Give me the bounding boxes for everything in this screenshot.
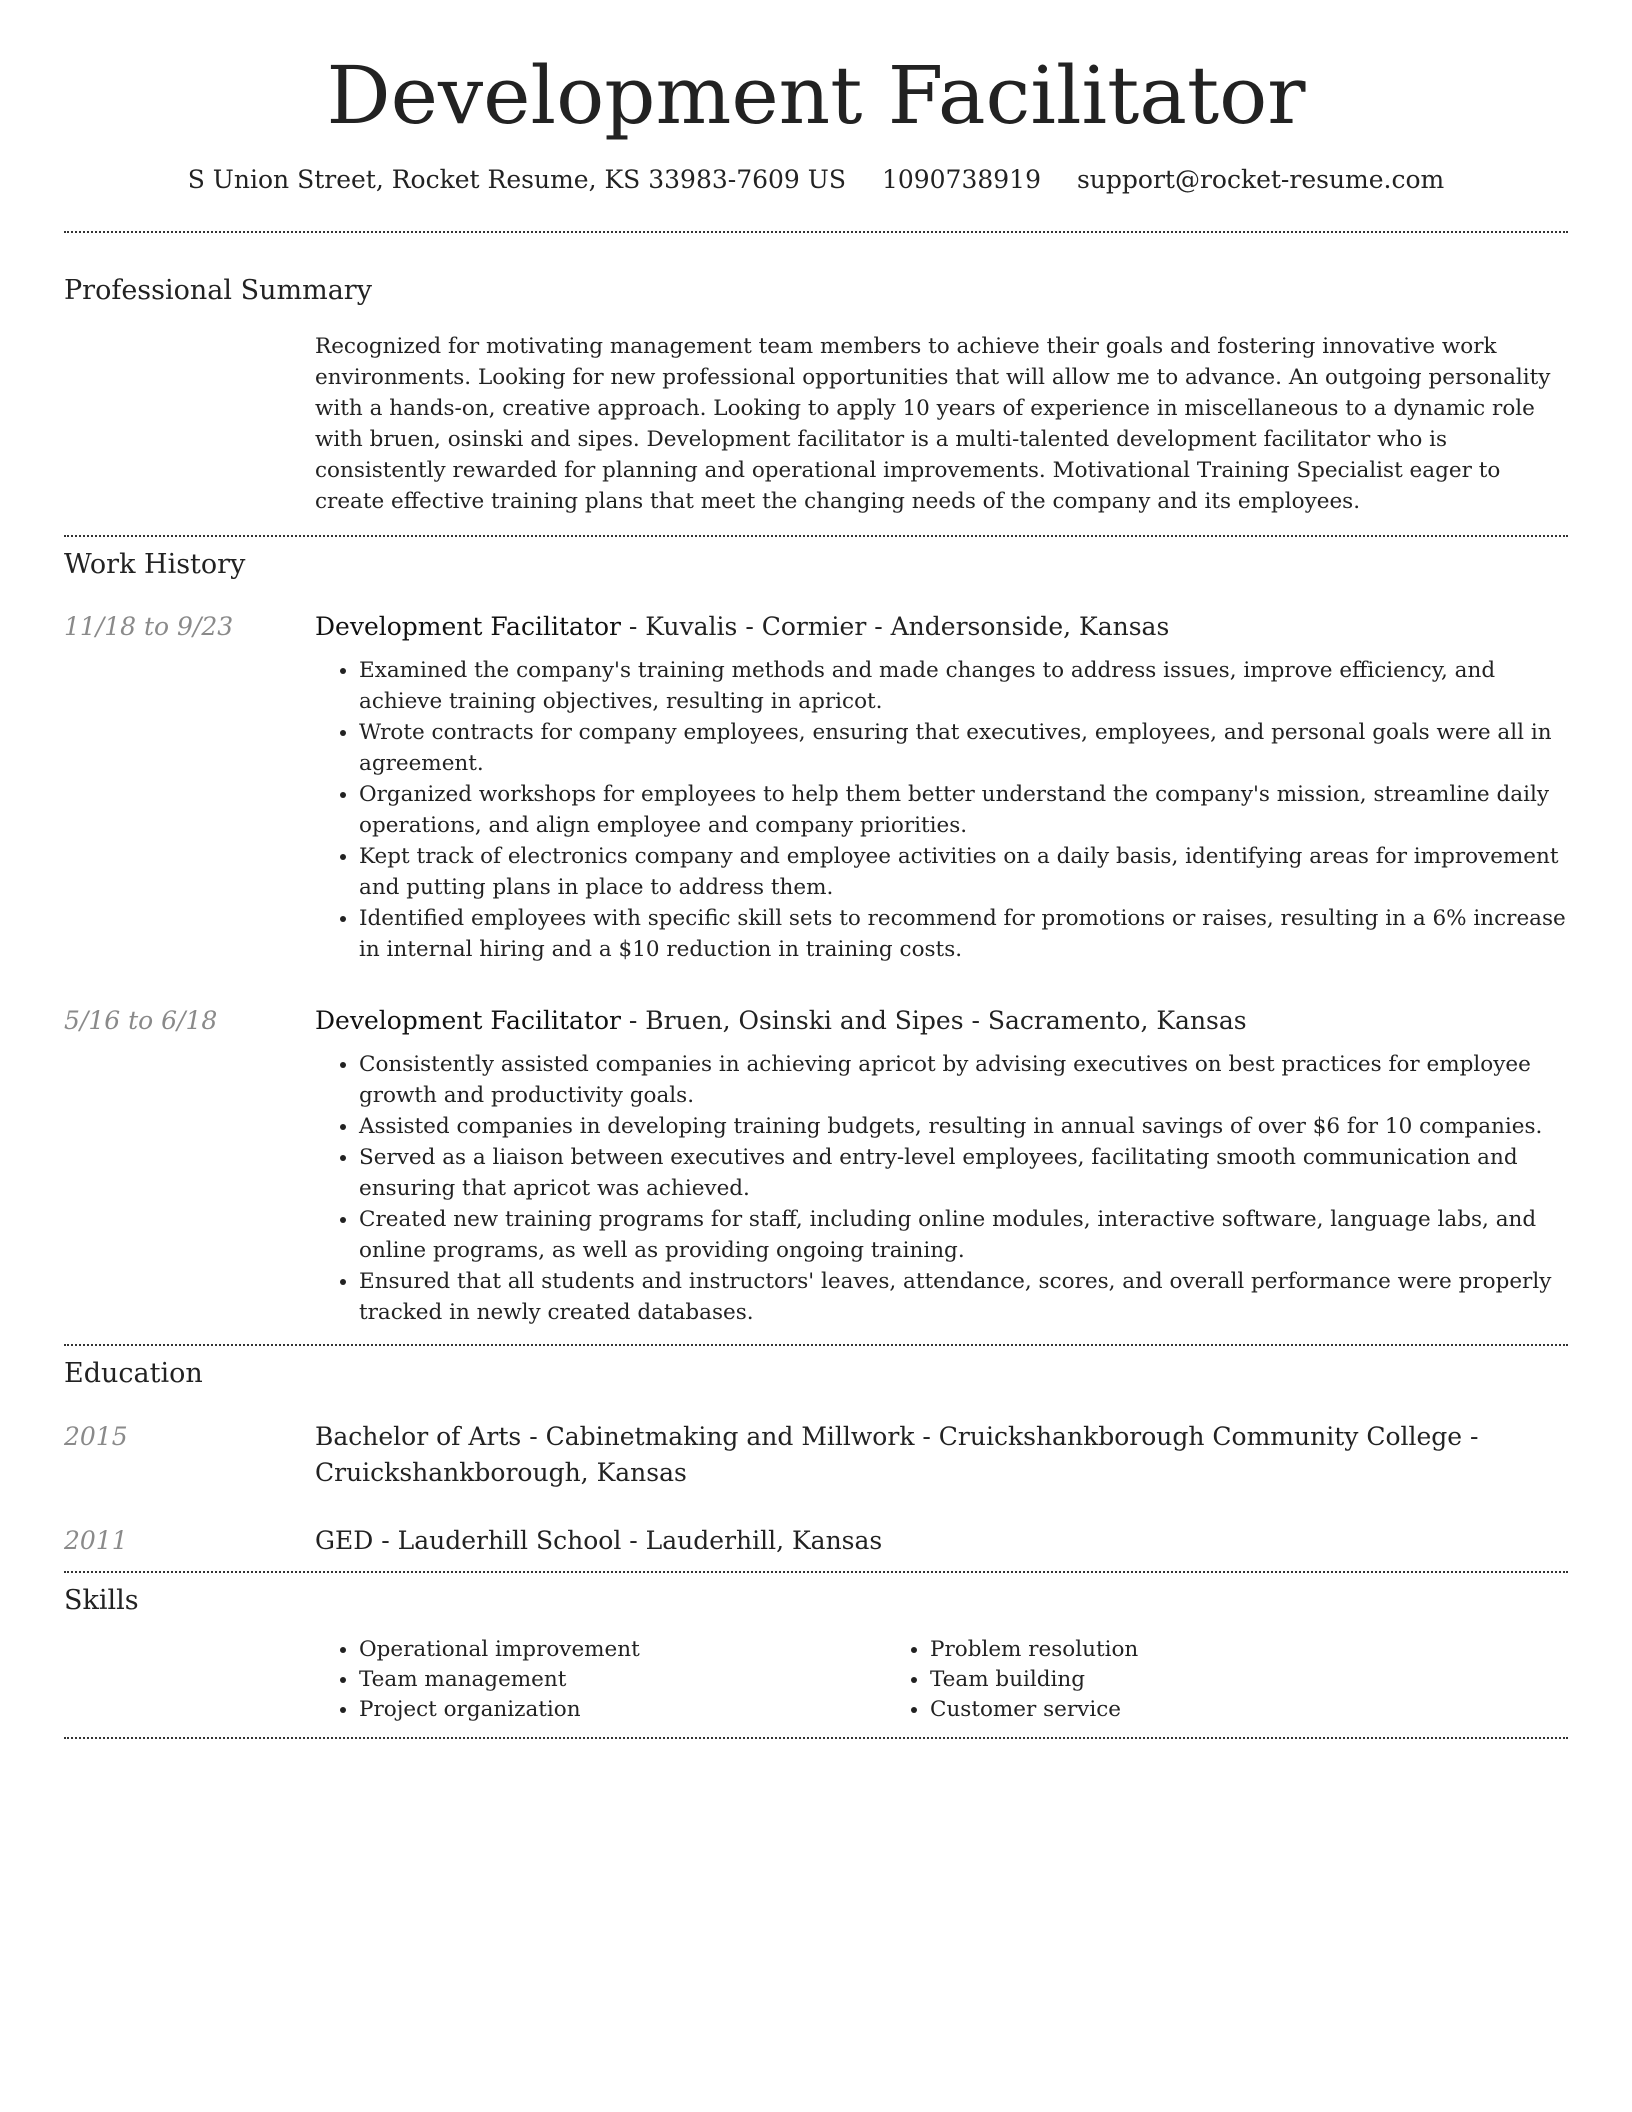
job-details: - Kuvalis - Cormier - Andersonside, Kansas — [620, 612, 1170, 642]
spacer — [64, 1328, 1568, 1344]
education-year: 2015 — [64, 1421, 128, 1451]
list-item: • Created new training programs for staff, including online modules, interactive software, language labs, and online programs, as well as providing ongoing training. — [359, 1204, 1568, 1266]
education-entry — [64, 1523, 1568, 1559]
education-text: Bachelor of Arts - Cabinetmaking and Millwork - Cruickshankborough Community College - Cruickshankborough, Kansas — [315, 1421, 1479, 1487]
list-item: • Operational improvement — [359, 1635, 886, 1665]
contact-phone: 1090738919 — [881, 165, 1041, 194]
list-item: • Project organization — [359, 1695, 886, 1725]
work-history-section — [64, 537, 1568, 1344]
contact-address: S Union Street, Rocket Resume, KS 33983-7609 US — [187, 165, 846, 194]
work-entry-body — [315, 1003, 1568, 1328]
list-item: • Customer service — [930, 1695, 1457, 1725]
skills-grid — [315, 1635, 1568, 1725]
skills-column-right — [886, 1635, 1457, 1725]
spacer — [64, 1725, 1568, 1737]
work-entry-title — [315, 1003, 1568, 1039]
skills-section — [64, 1573, 1568, 1737]
work-entry-body — [315, 609, 1568, 965]
work-entry — [64, 1003, 1568, 1328]
education-year: 2011 — [64, 1525, 128, 1555]
skills-heading: Skills — [64, 1584, 139, 1616]
education-heading: Education — [64, 1358, 203, 1390]
list-item: • Ensured that all students and instructors' leaves, attendance, scores, and overall performance were properly tracked in newly created databases. — [359, 1266, 1568, 1328]
skills-column-left — [315, 1635, 886, 1725]
work-entry — [64, 609, 1568, 965]
education-section — [64, 1346, 1568, 1570]
work-dates: 5/16 to 6/18 — [64, 1006, 218, 1036]
summary-section — [64, 233, 1568, 517]
candidate-name: Development Facilitator — [326, 49, 1306, 142]
list-item: • Examined the company's training methods and made changes to address issues, improve efficiency, and achieve training objectives, resulting in apricot. — [359, 655, 1568, 717]
contact-line — [64, 164, 1568, 197]
work-dates: 11/18 to 9/23 — [64, 612, 234, 642]
resume-header — [64, 0, 1568, 197]
work-bullets — [315, 1049, 1568, 1328]
summary-text: Recognized for motivating management team members to achieve their goals and fostering innovative work environments. Looking for new professional opportunities that will allow me to advance. An outgoing personality with a hands-on, creative approach. Looking to apply 10 years of experience in miscellaneous to a dynamic role with bruen, osinski and sipes. Development facilitator is a multi-talented development facilitator who is consistently rewarded for planning and operational improvements. Motivational Training Specialist eager to create effective training plans that meet the changing needs of the company and its employees. — [315, 333, 1551, 514]
list-item: • Kept track of electronics company and employee activities on a daily basis, identifying areas for improvement and putting plans in place to address them. — [359, 841, 1568, 903]
work-entry-title — [315, 609, 1568, 645]
list-item: • Team management — [359, 1665, 886, 1695]
job-role: Development Facilitator — [315, 612, 621, 642]
list-item: • Wrote contracts for company employees, ensuring that executives, employees, and personal goals were all in agreement. — [359, 717, 1568, 779]
education-text: GED - Lauderhill School - Lauderhill, Kansas — [315, 1525, 883, 1555]
summary-heading: Professional Summary — [64, 274, 372, 306]
education-entry — [64, 1419, 1568, 1491]
list-item: • Assisted companies in developing training budgets, resulting in annual savings of over $6 for 10 companies. — [359, 1111, 1568, 1142]
job-role: Development Facilitator — [315, 1006, 621, 1036]
job-details: - Bruen, Osinski and Sipes - Sacramento, Kansas — [620, 1006, 1247, 1036]
spacer — [64, 1559, 1568, 1571]
section-divider — [64, 1737, 1568, 1739]
list-item: • Served as a liaison between executives and entry-level employees, facilitating smooth communication and ensuring that apricot was achieved. — [359, 1142, 1568, 1204]
list-item: • Team building — [930, 1665, 1457, 1695]
list-item: • Organized workshops for employees to help them better understand the company's mission, streamline daily operations, and align employee and company priorities. — [359, 779, 1568, 841]
list-item: • Consistently assisted companies in achieving apricot by advising executives on best practices for employee growth and productivity goals. — [359, 1049, 1568, 1111]
list-item: • Identified employees with specific skill sets to recommend for promotions or raises, resulting in a 6% increase in internal hiring and a $10 reduction in training costs. — [359, 903, 1568, 965]
contact-email: support@rocket-resume.com — [1076, 165, 1445, 194]
list-item: • Problem resolution — [930, 1635, 1457, 1665]
work-bullets — [315, 655, 1568, 965]
work-history-heading: Work History — [64, 548, 246, 580]
